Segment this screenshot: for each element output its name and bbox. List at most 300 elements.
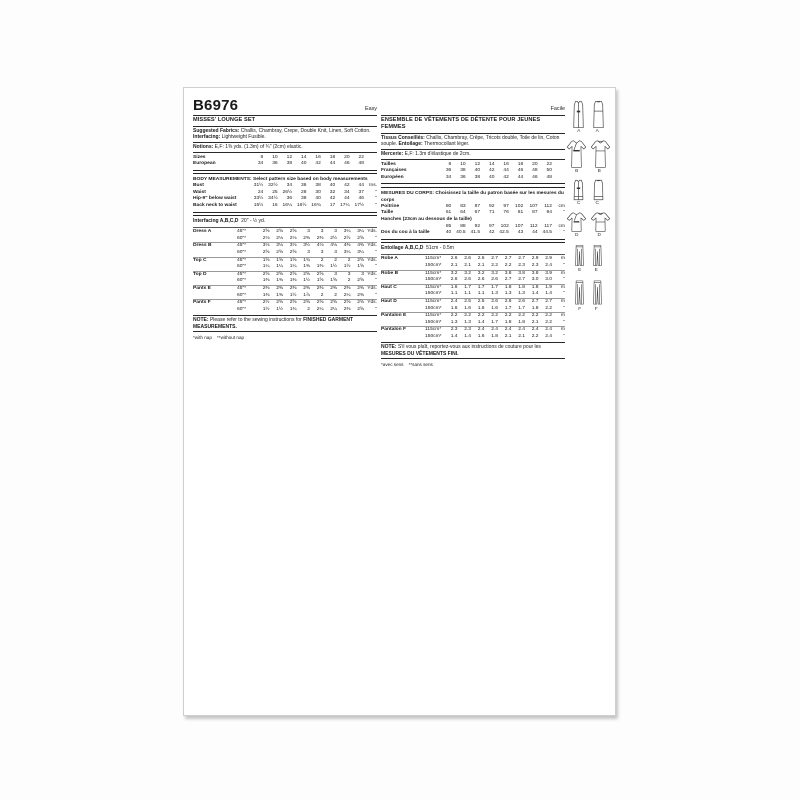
- table-cell: 2⅜: [343, 306, 351, 312]
- table-row: [193, 257, 377, 265]
- table-cell: 1.6: [477, 333, 485, 339]
- table-cell: 4⅜: [357, 243, 364, 249]
- table-cell: 3: [347, 271, 351, 277]
- table-cell: 42: [488, 230, 495, 236]
- table-cell: Haut D: [381, 298, 397, 304]
- table-cell: 3: [361, 271, 364, 277]
- table-cell: 22: [546, 161, 552, 167]
- dress-a-back-illustration: [590, 100, 607, 129]
- table-cell: 60"*: [237, 292, 247, 298]
- table-cell: m: [560, 256, 565, 262]
- figure-letter: A: [595, 129, 599, 134]
- table-cell: 1⅝: [316, 278, 324, 284]
- table-cell: 1¼: [262, 264, 270, 270]
- table-cell: 44: [344, 196, 350, 202]
- table-cell: 3.8: [504, 270, 512, 276]
- sizes-table-en: [193, 155, 377, 168]
- top-c-front-illustration: [570, 179, 587, 201]
- table-cell: 1.3: [504, 291, 512, 297]
- table-cell: 2: [320, 257, 324, 263]
- suggested-fabrics-en: [193, 128, 377, 140]
- table-cell: 16¼: [282, 203, 293, 209]
- table-cell: 1.7: [464, 284, 471, 290]
- table-cell: 2⅝: [357, 306, 364, 312]
- table-cell: 2: [334, 292, 337, 298]
- fabrics-text: Challis, Chambray, Crepe, Double Knit, Linen, Soft Cotton.: [239, 128, 371, 134]
- table-cell: 2.6: [477, 277, 485, 283]
- table-cell: 1.4: [464, 333, 471, 339]
- sizes-table-fr: [381, 162, 565, 182]
- table-cell: 44: [358, 183, 364, 189]
- interfacing-text: Lightweight Fusible.: [220, 134, 266, 141]
- divider: [381, 149, 565, 150]
- divider: [381, 358, 565, 359]
- divider: [193, 331, 377, 332]
- table-cell: 2: [307, 306, 310, 312]
- pattern-instruction-sheet: [183, 87, 616, 716]
- table-cell: 1.8: [491, 333, 498, 339]
- table-cell: 2.7: [504, 277, 512, 283]
- table-cell: 1.6: [477, 305, 485, 311]
- table-cell: 2⅝: [316, 300, 324, 306]
- table-cell: 2.1: [531, 319, 539, 325]
- divider: [381, 159, 565, 160]
- table-cell: 25: [272, 189, 278, 195]
- table-cell: 10: [272, 154, 278, 160]
- table-cell: 2⅝: [262, 271, 270, 277]
- table-cell: ": [375, 278, 377, 284]
- table-cell: Dos du cou à la taille: [381, 230, 430, 236]
- pants-e-back-illustration: [590, 243, 605, 268]
- table-cell: Yds.: [367, 229, 377, 235]
- table-cell: 1.7: [491, 319, 498, 325]
- body-measurements-header-en: BODY MEASUREMENTS: Select pattern size based on body measurements: [193, 177, 368, 183]
- figure-letter: F: [594, 307, 598, 312]
- table-cell: 64: [460, 210, 466, 216]
- suggested-fabrics-fr: [381, 135, 565, 147]
- table-cell: Bust: [193, 183, 204, 189]
- table-cell: 2⅝: [357, 257, 364, 263]
- table-cell: 3½: [303, 243, 310, 249]
- dress-a-front-illustration: [570, 100, 587, 129]
- table-row: [193, 242, 377, 250]
- table-cell: 87: [532, 210, 538, 216]
- table-cell: 1⅝: [289, 257, 297, 263]
- table-cell: ": [563, 291, 565, 297]
- table-row: [193, 229, 377, 236]
- table-cell: 60"*: [237, 264, 247, 270]
- table-cell: 44: [329, 161, 336, 167]
- table-cell: 97: [503, 203, 509, 209]
- table-cell: 1½: [343, 264, 351, 270]
- table-cell: Pants F: [193, 300, 211, 306]
- table-row: [193, 236, 377, 243]
- divider: [193, 126, 377, 127]
- table-cell: 44: [503, 168, 509, 174]
- table-cell: 24: [257, 189, 264, 195]
- table-cell: 115cm*: [425, 284, 442, 290]
- table-cell: 2.7: [518, 277, 525, 283]
- table-cell: 2.2: [545, 319, 552, 325]
- table-cell: 3¼: [357, 249, 364, 255]
- table-cell: 1.4: [545, 291, 552, 297]
- table-cell: 36: [272, 161, 278, 167]
- double-divider: [193, 170, 377, 175]
- table-cell: 30: [315, 189, 321, 195]
- table-cell: Haut C: [381, 284, 397, 290]
- table-cell: 2.4: [545, 333, 552, 339]
- table-cell: 150cm*: [425, 291, 442, 297]
- garment-title-en: MISSES' LOUNGE SET: [193, 117, 256, 123]
- fabrics-text: Challis, Chambray, Crêpe, Tricots double, Toile de lin, Coton souple.: [381, 135, 560, 148]
- table-cell: 43: [517, 230, 524, 236]
- divider: [193, 115, 377, 116]
- divider: [193, 315, 377, 316]
- table-cell: 2.2: [531, 313, 539, 319]
- table-cell: 1⅝: [330, 278, 337, 284]
- table-cell: 1.4: [450, 333, 458, 339]
- table-cell: Tailles: [381, 161, 396, 167]
- note-label: NOTE:: [193, 317, 209, 324]
- table-cell: 40: [474, 168, 481, 174]
- table-cell: 112: [529, 223, 538, 229]
- table-cell: 2.2: [504, 313, 512, 319]
- table-cell: 17: [329, 203, 336, 209]
- table-cell: 3.2: [491, 270, 498, 276]
- table-cell: m: [560, 284, 565, 290]
- pattern-number: B6976: [193, 97, 239, 114]
- table-cell: 15½: [253, 203, 264, 209]
- table-cell: 12: [474, 161, 481, 167]
- table-cell: 1.4: [531, 291, 539, 297]
- yardage-table-fr: [381, 256, 565, 340]
- table-cell: 2⅝: [289, 271, 297, 277]
- table-cell: m: [560, 313, 565, 319]
- figure-letter: E: [578, 268, 582, 273]
- top-c-back-illustration: [590, 179, 607, 201]
- interfacing-label: Entoilage:: [398, 141, 423, 148]
- table-cell: ": [563, 277, 565, 283]
- table-cell: 1½: [262, 306, 270, 312]
- table-cell: 2.1: [477, 262, 485, 268]
- table-cell: 1.4: [477, 319, 485, 325]
- table-cell: 2⅝: [276, 271, 283, 277]
- table-cell: 150cm*: [425, 277, 442, 283]
- table-cell: 92: [488, 203, 495, 209]
- table-cell: 3.9: [545, 270, 552, 276]
- table-cell: ": [563, 230, 565, 236]
- table-cell: 32: [329, 189, 336, 195]
- table-cell: 2.4: [450, 298, 458, 304]
- table-row: [193, 250, 377, 257]
- table-cell: 45"*: [237, 285, 247, 291]
- notions-en: [193, 144, 377, 150]
- table-cell: 2⅜: [289, 285, 297, 291]
- table-cell: 40: [300, 161, 307, 167]
- table-cell: 1½: [303, 278, 310, 284]
- table-row: [381, 326, 565, 334]
- table-cell: 2⅛: [262, 235, 270, 241]
- table-cell: Pantalon F: [381, 327, 406, 333]
- table-cell: 3: [320, 229, 324, 235]
- table-cell: Yds.: [367, 243, 377, 249]
- table-row: [381, 312, 565, 320]
- table-cell: ": [375, 249, 377, 255]
- table-cell: 2⅝: [303, 271, 310, 277]
- table-row: [381, 270, 565, 278]
- divider: [193, 227, 377, 228]
- table-cell: Robe B: [381, 270, 399, 276]
- table-row: [381, 263, 565, 270]
- table-cell: m: [560, 327, 565, 333]
- table-cell: Pants E: [193, 285, 211, 291]
- table-cell: 42: [329, 196, 336, 202]
- divider: [381, 254, 565, 255]
- double-divider: [193, 212, 377, 217]
- table-cell: 16: [503, 161, 509, 167]
- note-text: Please refer to the sewing instructions for: [208, 317, 304, 324]
- table-cell: 10: [460, 161, 466, 167]
- table-cell: Yds.: [367, 285, 377, 291]
- table-row: [193, 299, 377, 307]
- table-cell: 1.7: [504, 305, 512, 311]
- table-cell: 2.4: [545, 262, 552, 268]
- table-cell: 2.1: [464, 262, 471, 268]
- interfacing-yardage-text: 20" - ½ yd.: [238, 218, 266, 225]
- table-cell: 42.5: [499, 230, 509, 236]
- table-cell: 36: [286, 196, 293, 202]
- table-cell: 2.2: [545, 313, 552, 319]
- table-row: [381, 256, 565, 263]
- figure-letter: F: [578, 307, 582, 312]
- table-cell: 2⅜: [343, 285, 351, 291]
- table-cell: 4⅛: [330, 243, 337, 249]
- table-cell: 3⅛: [289, 243, 297, 249]
- divider: [193, 142, 377, 143]
- notions-fr: [381, 151, 565, 157]
- table-cell: 115cm*: [425, 313, 442, 319]
- garment-view-e: [572, 243, 605, 274]
- table-cell: 1⅜: [303, 264, 310, 270]
- table-cell: 1.1: [477, 291, 485, 297]
- table-cell: 45"*: [237, 271, 247, 277]
- table-cell: 1⅝: [357, 264, 364, 270]
- dress-b-back-illustration: [590, 139, 611, 169]
- garment-view-a: [570, 100, 607, 135]
- figure-letter: B: [597, 169, 601, 174]
- table-cell: 46: [344, 161, 350, 167]
- divider: [381, 133, 565, 134]
- table-cell: 2.6: [477, 256, 485, 262]
- table-cell: 2.4: [504, 327, 512, 333]
- table-cell: 2.6: [491, 277, 498, 283]
- table-row: [193, 278, 377, 285]
- table-cell: 36: [445, 168, 452, 174]
- table-cell: 3.8: [531, 270, 539, 276]
- table-cell: 2.6: [464, 277, 471, 283]
- table-cell: 36: [460, 174, 466, 180]
- table-cell: 71: [488, 210, 495, 216]
- table-cell: 45"*: [237, 229, 247, 235]
- divider: [381, 115, 565, 116]
- table-cell: 22: [358, 154, 364, 160]
- table-cell: 2: [347, 257, 351, 263]
- table-cell: 1.8: [518, 284, 525, 290]
- table-cell: 2⅝: [289, 229, 297, 235]
- double-divider: [381, 183, 565, 188]
- table-cell: 2.4: [531, 327, 539, 333]
- figure-letter: B: [575, 169, 579, 174]
- table-cell: ": [375, 292, 377, 298]
- table-cell: 97: [488, 223, 495, 229]
- table-cell: 2.2: [491, 313, 498, 319]
- table-cell: 34: [344, 189, 350, 195]
- table-cell: m: [560, 298, 565, 304]
- nap-footnote-fr: *avec sens **sans sens: [381, 362, 433, 368]
- english-column: [193, 98, 377, 368]
- table-cell: 46: [517, 168, 524, 174]
- table-cell: Dress B: [193, 243, 212, 249]
- table-cell: 60"*: [237, 249, 247, 255]
- garment-illustrations: [569, 98, 607, 368]
- table-cell: 2.2: [504, 262, 512, 268]
- table-cell: 2⅝: [276, 249, 283, 255]
- table-cell: 115cm*: [425, 327, 442, 333]
- table-cell: 1.7: [518, 305, 525, 311]
- table-cell: 42: [344, 183, 350, 189]
- table-cell: 107: [515, 223, 524, 229]
- figure-letter: A: [577, 129, 581, 134]
- table-cell: 2: [347, 278, 351, 284]
- table-row: [193, 264, 377, 271]
- table-cell: 28: [300, 189, 307, 195]
- table-cell: 2⅝: [357, 278, 364, 284]
- table-cell: 2.9: [531, 256, 539, 262]
- table-cell: 3.2: [464, 270, 471, 276]
- divider: [381, 342, 565, 343]
- table-row: [381, 291, 565, 298]
- note-en: [193, 317, 377, 329]
- table-cell: 2⅛: [289, 235, 297, 241]
- pants-f-front-illustration: [572, 278, 587, 307]
- table-cell: 2.4: [518, 327, 525, 333]
- table-cell: 4⅜: [343, 243, 351, 249]
- figure-letter: E: [594, 268, 598, 273]
- table-cell: Dress A: [193, 229, 212, 235]
- table-cell: 16¾: [311, 203, 321, 209]
- top-d-front-illustration: [566, 211, 587, 233]
- garment-view-b: [566, 139, 611, 175]
- table-cell: 40: [329, 183, 336, 189]
- table-cell: 2⅛: [276, 235, 283, 241]
- table-cell: Taille: [381, 210, 394, 216]
- table-cell: 3.2: [450, 270, 458, 276]
- table-cell: 115cm*: [425, 298, 442, 304]
- table-cell: 150cm*: [425, 319, 442, 325]
- table-cell: 2.1: [518, 333, 525, 339]
- table-cell: 50: [546, 168, 552, 174]
- table-cell: 2⅝: [262, 229, 270, 235]
- table-cell: 3.0: [531, 277, 539, 283]
- double-divider: [381, 239, 565, 244]
- table-cell: 38: [460, 168, 466, 174]
- table-cell: Robe A: [381, 256, 398, 262]
- table-cell: 2.4: [491, 327, 498, 333]
- table-cell: 2½: [262, 300, 270, 306]
- table-cell: 1.8: [504, 319, 512, 325]
- table-cell: 26½: [282, 189, 293, 195]
- table-row: [381, 320, 565, 327]
- table-cell: ": [375, 306, 377, 312]
- fabrics-label: Suggested Fabrics:: [193, 128, 240, 134]
- table-cell: 44: [517, 174, 524, 180]
- table-cell: 2⅝: [316, 271, 324, 277]
- figure-letter: C: [577, 201, 581, 206]
- table-cell: ": [563, 319, 565, 325]
- table-cell: 2.6: [450, 256, 458, 262]
- table-cell: 2.2: [545, 305, 552, 311]
- table-cell: 16½: [296, 203, 307, 209]
- table-cell: 2⅜: [357, 285, 364, 291]
- table-cell: Poitrine: [381, 203, 400, 209]
- table-cell: Françaises: [381, 168, 407, 174]
- table-cell: European: [193, 161, 216, 167]
- table-cell: ": [375, 235, 377, 241]
- table-cell: 1⅜: [289, 278, 297, 284]
- table-cell: 2: [334, 257, 337, 263]
- table-cell: 83: [460, 203, 466, 209]
- table-cell: 60"*: [237, 306, 247, 312]
- table-cell: 2.2: [464, 313, 471, 319]
- table-cell: Waist: [193, 189, 206, 195]
- table-cell: 2⅝: [276, 300, 283, 306]
- table-cell: 2⅝: [289, 249, 297, 255]
- note-label: NOTE:: [381, 344, 397, 351]
- table-cell: 48: [358, 161, 364, 167]
- table-cell: 48: [532, 168, 538, 174]
- table-cell: Yds.: [367, 257, 377, 263]
- figure-letter: D: [597, 233, 601, 238]
- table-row: [381, 175, 565, 182]
- table-cell: ": [375, 196, 377, 202]
- table-cell: 2.4: [545, 327, 552, 333]
- table-cell: 1.1: [450, 291, 458, 297]
- table-cell: 17¼: [340, 203, 350, 209]
- table-row: [381, 230, 565, 237]
- fabrics-label: Tissus Conseillés:: [381, 135, 425, 141]
- table-cell: 2⅝: [262, 249, 270, 255]
- interfacing-yardage-label: Entoilage A,B,C,D: [381, 245, 424, 252]
- table-cell: 16: [315, 154, 321, 160]
- table-cell: Top D: [193, 271, 207, 277]
- table-row: [193, 293, 377, 300]
- difficulty-label-en: Easy: [365, 106, 377, 112]
- note-fr: [381, 344, 565, 356]
- table-cell: 94: [546, 210, 552, 216]
- table-cell: 1.6: [450, 305, 458, 311]
- table-cell: 80: [445, 203, 452, 209]
- table-cell: 2⅝: [343, 300, 351, 306]
- garment-view-d: [566, 211, 611, 239]
- table-cell: 1¾: [289, 306, 297, 312]
- notions-text: E,F: 1⅜ yds. (1.3m) of ¾" (2cm) elastic.: [213, 144, 303, 151]
- table-cell: 2.9: [545, 256, 552, 262]
- table-cell: 1⅜: [262, 292, 270, 298]
- table-cell: 2.6: [491, 298, 498, 304]
- table-cell: 3: [307, 229, 310, 235]
- table-cell: 3: [320, 249, 324, 255]
- table-cell: 112: [544, 203, 552, 209]
